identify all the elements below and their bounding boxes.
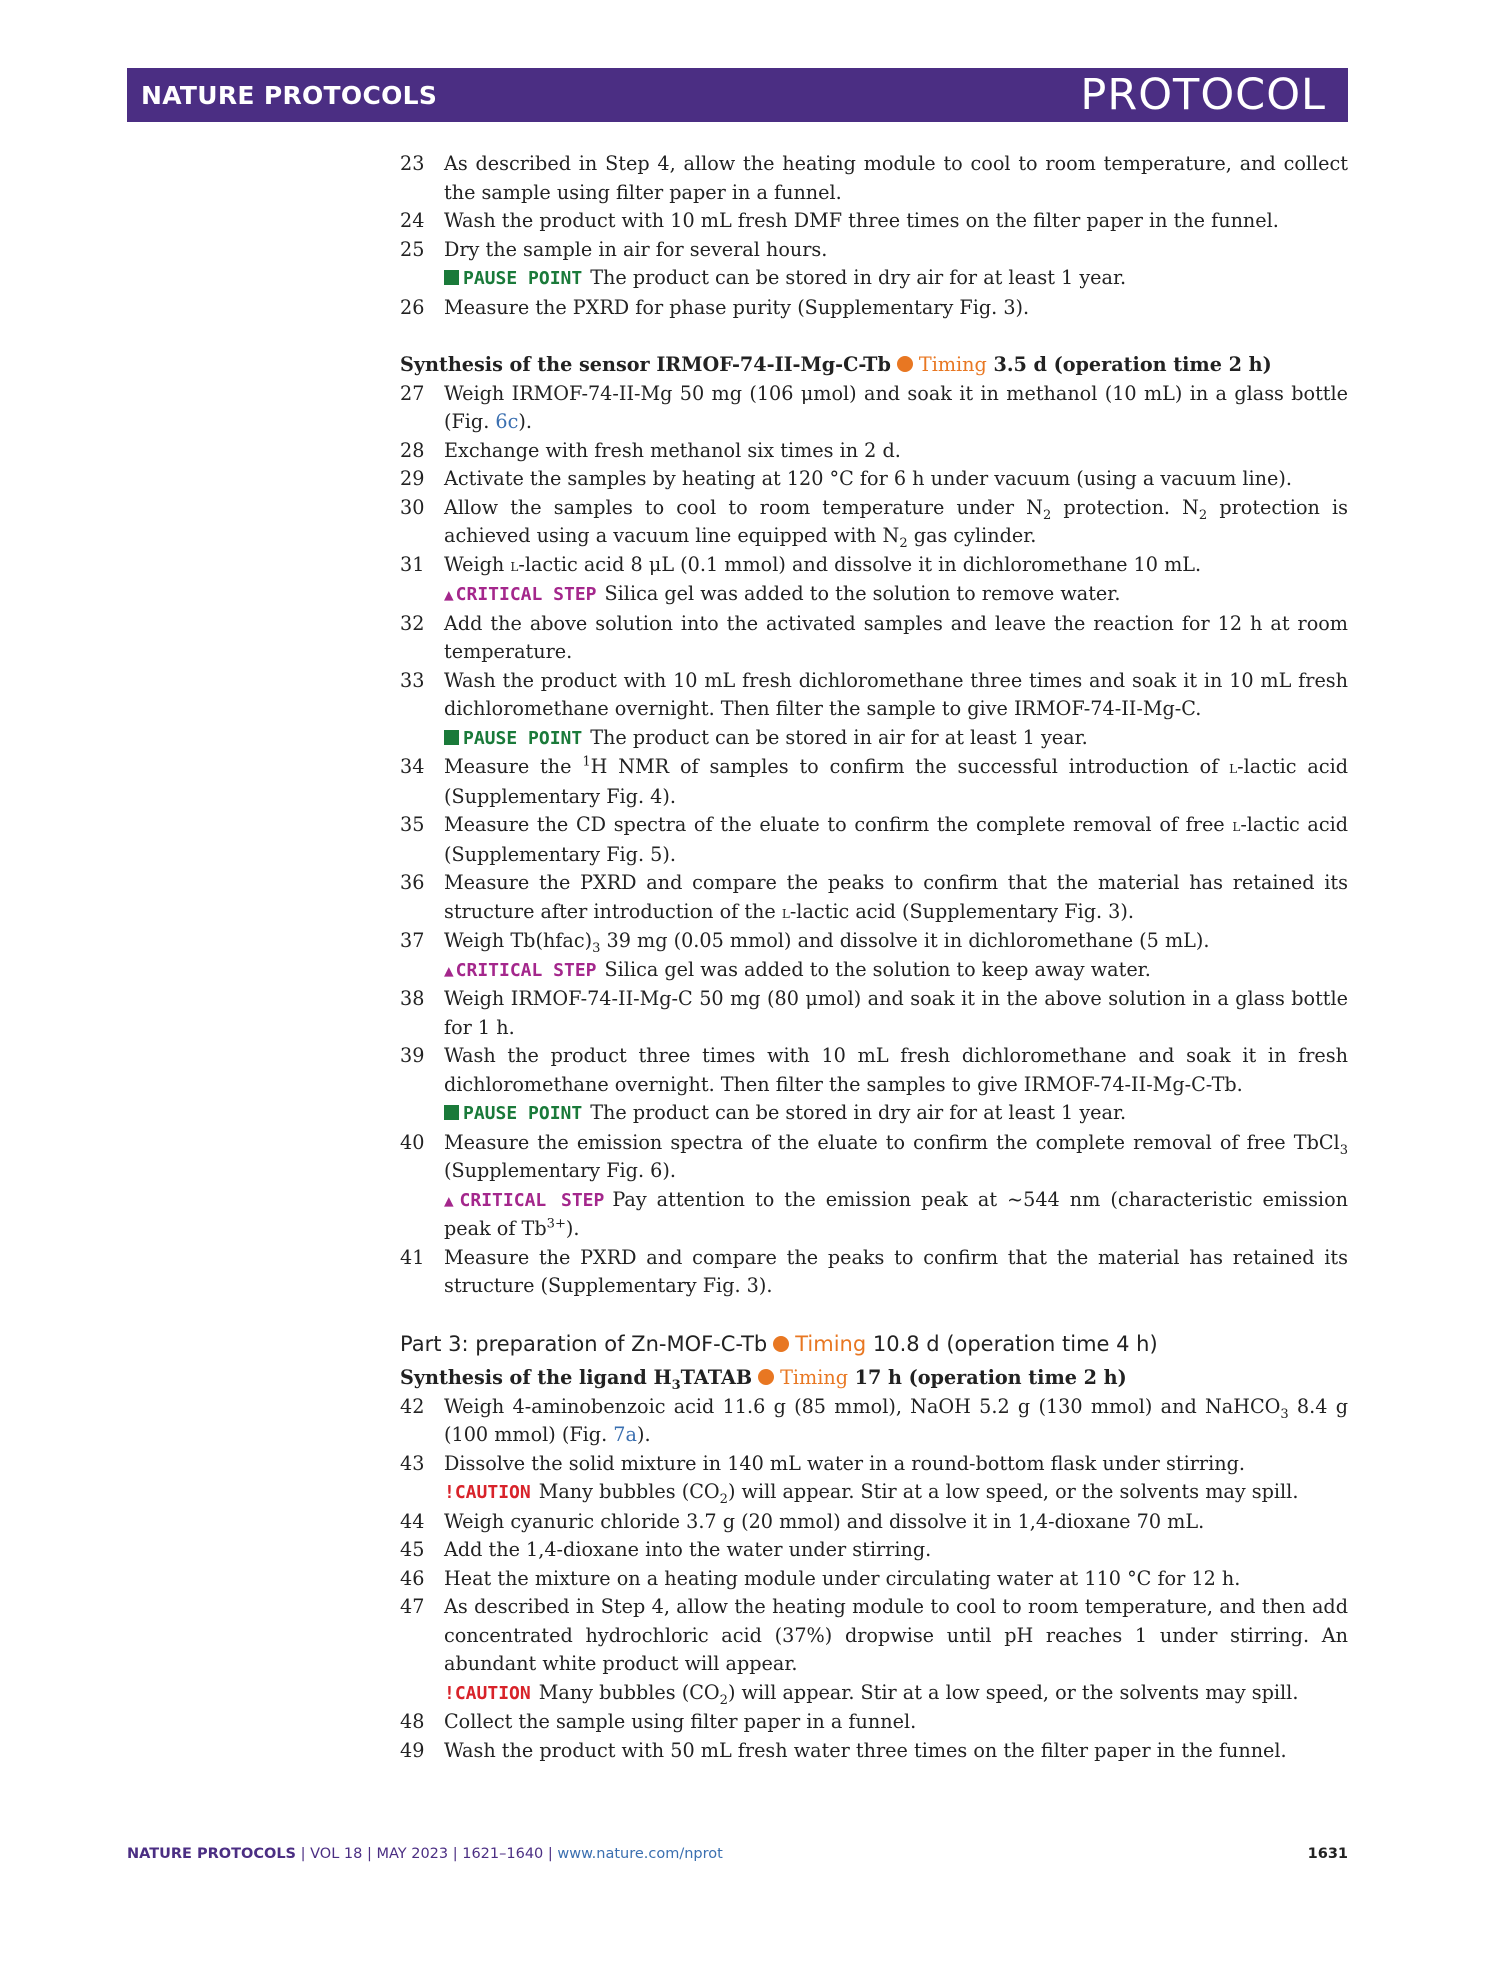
caution-note xyxy=(444,1679,1348,1709)
step-number: 32 xyxy=(400,611,425,635)
step-35 xyxy=(400,811,1348,869)
step-text: Activate the samples by heating at 120 °C for 6 h under vacuum (using a vacuum line). xyxy=(444,467,1292,490)
step-text: Weigh IRMOF-74-II-Mg-C 50 mg (80 μmol) and soak it in the above solution in a glass bottle for 1 h. xyxy=(444,987,1348,1039)
step-26 xyxy=(400,294,1348,323)
note-text: Silica gel was added to the solution to keep away water. xyxy=(604,957,1151,981)
note-text: Pay attention to the emission peak at ~544 nm (characteristic emission peak of Tb xyxy=(444,1187,1348,1240)
subscript: 2 xyxy=(1042,507,1052,523)
step-text: 8.4 g (100 mmol) (Fig. xyxy=(444,1394,1348,1446)
part-heading xyxy=(400,1330,1348,1359)
step-text: Weigh xyxy=(444,552,511,576)
step-29 xyxy=(400,465,1348,494)
step-text: Wash the product with 50 mL fresh water three times on the filter paper in the funnel. xyxy=(444,1738,1287,1762)
pause-point-label: PAUSE POINT xyxy=(463,1103,583,1124)
step-text: protection. N xyxy=(1051,495,1199,519)
step-number: 39 xyxy=(400,1044,425,1067)
step-number: 44 xyxy=(400,1509,425,1533)
warning-triangle-icon: ▲ xyxy=(444,585,454,604)
timing-value: 3.5 d (operation time 2 h) xyxy=(993,353,1272,376)
footer-volume: VOL 18 xyxy=(310,1846,363,1862)
step-text: Add the above solution into the activated samples and leave the reaction for 12 h at room temperature. xyxy=(444,611,1348,663)
pause-point-note xyxy=(444,724,1348,754)
note-text: Silica gel was added to the solution to remove water. xyxy=(604,582,1121,605)
step-number: 36 xyxy=(400,871,425,894)
step-number: 48 xyxy=(400,1710,425,1733)
step-39 xyxy=(400,1042,1348,1129)
pause-point-label: PAUSE POINT xyxy=(463,268,583,289)
step-number: 24 xyxy=(400,209,425,232)
heading-title: Synthesis of the ligand H xyxy=(400,1366,672,1389)
step-text: -lactic acid (Supplementary Fig. 5). xyxy=(444,813,1348,866)
critical-label-text: CRITICAL STEP xyxy=(455,584,597,605)
step-number: 47 xyxy=(400,1595,425,1618)
step-number: 38 xyxy=(400,987,425,1010)
step-37 xyxy=(400,927,1348,985)
step-25 xyxy=(400,236,1348,294)
step-number: 33 xyxy=(400,668,425,692)
step-text: Wash the product three times with 10 mL fresh dichloromethane and soak it in fresh dichloromethane overnight. Then filter the samples to give IRMOF-74-II-Mg-C-Tb. xyxy=(444,1044,1348,1096)
step-number: 34 xyxy=(400,755,425,778)
caution-note xyxy=(444,1478,1348,1508)
step-text: Weigh IRMOF-74-II-Mg 50 mg (106 μmol) and soak it in methanol (10 mL) in a glass bottle (Fig. xyxy=(444,381,1348,433)
step-text: As described in Step 4, allow the heating module to cool to room temperature, and collect the sample using filter paper in a funnel. xyxy=(444,152,1348,204)
superscript: 3+ xyxy=(546,1216,566,1232)
superscript: 1 xyxy=(582,754,591,770)
timing-label: Timing xyxy=(795,1331,867,1356)
footer-date: MAY 2023 xyxy=(376,1846,449,1862)
timing-value: 10.8 d (operation time 4 h) xyxy=(872,1331,1158,1356)
step-text: Weigh cyanuric chloride 3.7 g (20 mmol) and dissolve it in 1,4-dioxane 70 mL. xyxy=(444,1509,1205,1533)
note-text: Many bubbles (CO xyxy=(538,1680,720,1704)
note-text-end: ) will appear. Stir at a low speed, or the solvents may spill. xyxy=(727,1480,1299,1503)
step-text: Heat the mixture on a heating module under circulating water at 110 °C for 12 h. xyxy=(444,1566,1241,1590)
pause-point-note xyxy=(444,1099,1348,1129)
step-text: protection is achieved using a vacuum line equipped with N xyxy=(444,495,1348,547)
small-caps-prefix: l xyxy=(510,555,519,576)
subscript: 2 xyxy=(899,535,908,551)
step-28 xyxy=(400,437,1348,466)
step-text: -lactic acid (Supplementary Fig. 4). xyxy=(444,755,1349,808)
note-text-end: ). xyxy=(565,1217,580,1240)
step-number: 27 xyxy=(400,381,425,405)
step-text: Measure the PXRD and compare the peaks to confirm that the material has retained its structure after introduction of the xyxy=(444,871,1348,923)
footer-pages: 1621–1640 xyxy=(462,1846,544,1862)
warning-triangle-icon: ▲ xyxy=(444,960,454,980)
critical-step-label xyxy=(444,960,597,981)
step-number: 42 xyxy=(400,1394,425,1418)
step-40 xyxy=(400,1129,1348,1244)
step-text: Measure the CD spectra of the eluate to confirm the complete removal of free xyxy=(444,813,1233,836)
step-text: Dry the sample in air for several hours. xyxy=(444,237,828,261)
step-41 xyxy=(400,1244,1348,1301)
step-text: -lactic acid 8 μL (0.1 mmol) and dissolve it in dichloromethane 10 mL. xyxy=(518,552,1202,576)
step-text: Weigh Tb(hfac) xyxy=(444,929,593,952)
step-number: 30 xyxy=(400,495,425,519)
figure-link[interactable]: 6c xyxy=(495,410,519,433)
step-47 xyxy=(400,1593,1348,1708)
step-42 xyxy=(400,1393,1348,1450)
protocol-body xyxy=(400,150,1348,1765)
step-text: -lactic acid (Supplementary Fig. 3). xyxy=(789,899,1134,923)
step-38 xyxy=(400,985,1348,1042)
step-text: Measure the PXRD for phase purity (Supplementary Fig. 3). xyxy=(444,295,1030,319)
critical-step-note xyxy=(444,580,1348,610)
footer-url-link[interactable]: www.nature.com/nprot xyxy=(557,1846,723,1862)
step-text: 39 mg (0.05 mmol) and dissolve it in dichloromethane (5 mL). xyxy=(600,929,1210,952)
step-text: As described in Step 4, allow the heating module to cool to room temperature, and then add concentrated hydrochloric acid (37%) dropwise until pH reaches 1 under stirring. An abundant white product will appear. xyxy=(444,1595,1348,1675)
step-number: 37 xyxy=(400,929,425,952)
exclamation-icon: ! xyxy=(444,1482,455,1503)
step-number: 46 xyxy=(400,1566,425,1590)
step-text: Dissolve the solid mixture in 140 mL water in a round-bottom flask under stirring. xyxy=(444,1451,1245,1475)
step-23 xyxy=(400,150,1348,207)
step-text: Exchange with fresh methanol six times in 2 d. xyxy=(444,438,901,462)
step-text-end: ). xyxy=(518,410,532,433)
step-text: Measure the emission spectra of the eluate to confirm the complete removal of free TbCl xyxy=(444,1130,1340,1154)
subscript: 2 xyxy=(1198,507,1208,523)
subscript: 3 xyxy=(1280,1406,1289,1422)
step-number: 23 xyxy=(400,152,425,175)
step-34 xyxy=(400,753,1348,811)
step-text: Wash the product with 10 mL fresh dichloromethane three times and soak it in 10 mL fresh dichloromethane overnight. Then filter the sample to give IRMOF-74-II-Mg-C. xyxy=(444,668,1348,720)
pause-square-icon xyxy=(444,1105,459,1120)
subscript: 3 xyxy=(592,940,601,956)
caution-label xyxy=(444,1683,531,1704)
step-number: 43 xyxy=(400,1451,425,1475)
timing-dot-icon xyxy=(773,1336,789,1352)
pause-point-label: PAUSE POINT xyxy=(463,727,583,749)
critical-label-text: CRITICAL STEP xyxy=(459,1189,605,1211)
step-31 xyxy=(400,551,1348,610)
critical-step-label xyxy=(444,1190,604,1211)
article-type: PROTOCOL xyxy=(1080,70,1326,120)
step-text: Wash the product with 10 mL fresh DMF three times on the filter paper in the funnel. xyxy=(444,209,1279,232)
exclamation-icon: ! xyxy=(444,1682,455,1704)
page-footer: NATURE PROTOCOLS | VOL 18 | MAY 2023 | 1621–1640 | www.nature.com/nprot 1631 xyxy=(127,1846,1348,1862)
step-27 xyxy=(400,380,1348,437)
critical-label-text: CRITICAL STEP xyxy=(455,959,597,981)
timing-label: Timing xyxy=(780,1366,848,1389)
timing-value: 17 h (operation time 2 h) xyxy=(854,1366,1127,1389)
small-caps-prefix: l xyxy=(781,902,790,923)
timing-dot-icon xyxy=(897,356,913,372)
step-number: 45 xyxy=(400,1538,425,1561)
caution-label-text: CAUTION xyxy=(454,1482,531,1503)
step-number: 29 xyxy=(400,467,425,490)
critical-step-note xyxy=(444,956,1348,986)
caution-label-text: CAUTION xyxy=(454,1682,531,1704)
subscript: 2 xyxy=(719,1692,728,1708)
step-number: 26 xyxy=(400,295,425,319)
note-text: The product can be stored in air for at least 1 year. xyxy=(590,725,1088,749)
footer-journal: NATURE PROTOCOLS xyxy=(127,1846,297,1862)
step-43 xyxy=(400,1450,1348,1508)
step-number: 28 xyxy=(400,438,425,462)
step-36 xyxy=(400,869,1348,927)
pause-square-icon xyxy=(444,270,459,285)
subscript: 3 xyxy=(671,1377,681,1393)
step-48 xyxy=(400,1708,1348,1737)
note-text-end: ) will appear. Stir at a low speed, or the solvents may spill. xyxy=(727,1680,1299,1704)
subscript: 3 xyxy=(1339,1142,1348,1158)
heading-title: Part 3: preparation of Zn-MOF-C-Tb xyxy=(400,1331,768,1356)
step-text: Allow the samples to cool to room temperature under N xyxy=(444,495,1043,519)
step-33 xyxy=(400,667,1348,754)
step-text: Measure the PXRD and compare the peaks to confirm that the material has retained its structure (Supplementary Fig. 3). xyxy=(444,1245,1348,1297)
step-text: H NMR of samples to confirm the successful introduction of xyxy=(590,755,1230,778)
note-text: Many bubbles (CO xyxy=(538,1480,720,1503)
step-32 xyxy=(400,610,1348,667)
step-30 xyxy=(400,494,1348,551)
header-banner xyxy=(127,68,1348,122)
step-number: 41 xyxy=(400,1245,425,1269)
small-caps-prefix: l xyxy=(1232,816,1241,836)
journal-name: NATURE PROTOCOLS xyxy=(141,80,438,110)
section-heading-ligand xyxy=(400,1364,1348,1393)
figure-link[interactable]: 7a xyxy=(613,1423,637,1446)
step-49 xyxy=(400,1737,1348,1766)
step-text: Weigh 4-aminobenzoic acid 11.6 g (85 mmol), NaOH 5.2 g (130 mmol) and NaHCO xyxy=(444,1394,1281,1418)
timing-dot-icon xyxy=(758,1369,774,1385)
step-number: 40 xyxy=(400,1130,425,1154)
step-text: Collect the sample using filter paper in a funnel. xyxy=(444,1710,917,1733)
heading-title: Synthesis of the sensor IRMOF-74-II-Mg-C-Tb xyxy=(400,353,891,376)
step-text: Measure the xyxy=(444,755,583,778)
note-text: The product can be stored in dry air for at least 1 year. xyxy=(590,1101,1127,1124)
subscript: 2 xyxy=(719,1491,728,1507)
section-heading-sensor xyxy=(400,351,1348,380)
step-text: (Supplementary Fig. 6). xyxy=(444,1159,676,1182)
page-number: 1631 xyxy=(1307,1846,1348,1862)
step-text: Add the 1,4-dioxane into the water under stirring. xyxy=(444,1538,932,1561)
small-caps-prefix: l xyxy=(1229,758,1238,778)
step-24 xyxy=(400,207,1348,236)
step-text: gas cylinder. xyxy=(907,524,1037,547)
caution-label xyxy=(444,1482,531,1503)
pause-point-note xyxy=(444,264,1348,294)
step-number: 35 xyxy=(400,813,425,836)
step-44 xyxy=(400,1508,1348,1537)
timing-label: Timing xyxy=(918,353,987,376)
note-text: The product can be stored in dry air for at least 1 year. xyxy=(590,266,1127,289)
critical-step-note xyxy=(444,1186,1348,1244)
step-number: 31 xyxy=(400,552,425,576)
step-number: 25 xyxy=(400,237,425,261)
critical-step-label xyxy=(444,584,597,605)
heading-title-end: TATAB xyxy=(680,1366,753,1389)
step-46 xyxy=(400,1565,1348,1594)
step-text-end: ). xyxy=(636,1423,651,1446)
step-number: 49 xyxy=(400,1738,425,1762)
pause-square-icon xyxy=(444,730,459,745)
warning-triangle-icon: ▲ xyxy=(444,1190,458,1210)
step-45 xyxy=(400,1536,1348,1565)
